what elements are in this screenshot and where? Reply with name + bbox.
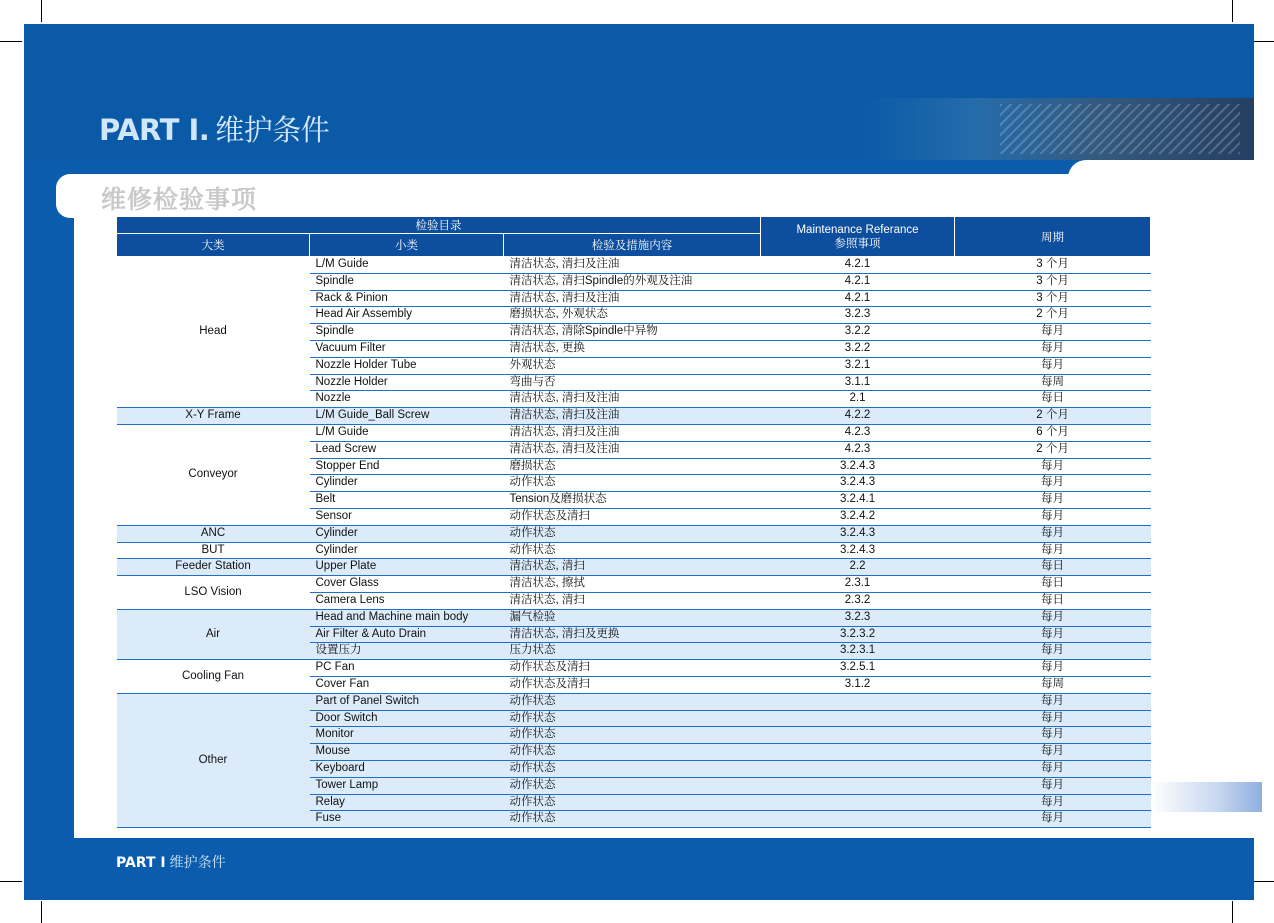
table-row <box>117 424 1151 441</box>
subcategory-cell: Cover Fan <box>310 676 504 693</box>
category-cell: LSO Vision <box>117 576 310 610</box>
table-row <box>117 576 1151 593</box>
subcategory-cell: Sensor <box>310 508 504 525</box>
content-cell: 清洁状态, 清扫及注油 <box>504 391 761 408</box>
period-cell: 每月 <box>955 475 1151 492</box>
reference-cell <box>761 794 955 811</box>
footer-label <box>116 852 226 872</box>
content-cell: 清洁状态, 更换 <box>504 340 761 357</box>
category-cell: Head <box>117 257 310 408</box>
period-cell: 每月 <box>955 794 1151 811</box>
footer-part-label: PART I <box>116 855 166 871</box>
period-cell: 每月 <box>955 660 1151 677</box>
reference-cell <box>761 693 955 710</box>
table-body <box>117 257 1151 828</box>
section-title: 维修检验事项 <box>101 185 258 214</box>
period-cell: 每月 <box>955 324 1151 341</box>
period-cell: 每日 <box>955 576 1151 593</box>
content-cell: 动作状态 <box>504 525 761 542</box>
crop-mark <box>0 41 22 42</box>
subcategory-cell: Belt <box>310 492 504 509</box>
content-cell: 压力状态 <box>504 643 761 660</box>
period-cell: 每月 <box>955 710 1151 727</box>
period-cell: 每周 <box>955 676 1151 693</box>
period-cell: 每月 <box>955 357 1151 374</box>
content-cell: 外观状态 <box>504 357 761 374</box>
period-cell: 每月 <box>955 609 1151 626</box>
period-cell: 每月 <box>955 643 1151 660</box>
subcategory-cell: Nozzle <box>310 391 504 408</box>
reference-cell: 3.2.4.1 <box>761 492 955 509</box>
reference-cell: 3.2.3.2 <box>761 626 955 643</box>
category-cell: Feeder Station <box>117 559 310 576</box>
subcategory-cell: Cylinder <box>310 542 504 559</box>
circuit-board-image <box>860 98 1254 160</box>
period-cell: 每月 <box>955 777 1151 794</box>
content-cell: 动作状态 <box>504 811 761 828</box>
subcategory-cell: Nozzle Holder <box>310 374 504 391</box>
content-cell: 动作状态 <box>504 727 761 744</box>
period-cell: 每月 <box>955 525 1151 542</box>
subcategory-cell: Vacuum Filter <box>310 340 504 357</box>
crop-mark <box>41 0 42 22</box>
content-cell: 清洁状态, 清扫及更换 <box>504 626 761 643</box>
subcategory-cell: Relay <box>310 794 504 811</box>
content-cell: 清洁状态, 清扫Spindle的外观及注油 <box>504 273 761 290</box>
table-row <box>117 408 1151 425</box>
reference-cell: 4.2.1 <box>761 290 955 307</box>
category-cell: Cooling Fan <box>117 660 310 694</box>
reference-cell <box>761 744 955 761</box>
reference-cell: 4.2.1 <box>761 273 955 290</box>
crop-mark <box>1252 881 1274 882</box>
category-cell: Conveyor <box>117 424 310 525</box>
subcategory-cell: Part of Panel Switch <box>310 693 504 710</box>
reference-cell: 3.2.4.3 <box>761 525 955 542</box>
content-cell: Tension及磨损状态 <box>504 492 761 509</box>
table-row <box>117 257 1151 274</box>
crop-mark <box>41 901 42 923</box>
table-row <box>117 660 1151 677</box>
period-cell: 3 个月 <box>955 257 1151 274</box>
reference-cell <box>761 727 955 744</box>
reference-cell: 3.2.4.2 <box>761 508 955 525</box>
footer-part-title: 维护条件 <box>169 855 226 871</box>
reference-cell: 4.2.1 <box>761 257 955 274</box>
subcategory-cell: Stopper End <box>310 458 504 475</box>
content-cell: 清洁状态, 清扫及注油 <box>504 441 761 458</box>
content-cell: 动作状态 <box>504 744 761 761</box>
period-cell: 每月 <box>955 760 1151 777</box>
reference-cell: 3.2.3 <box>761 307 955 324</box>
subcategory-header: 小类 <box>310 234 504 257</box>
content-cell: 动作状态 <box>504 542 761 559</box>
reference-cell <box>761 760 955 777</box>
reference-cell: 3.1.1 <box>761 374 955 391</box>
period-cell: 每月 <box>955 727 1151 744</box>
category-header: 大类 <box>117 234 310 257</box>
content-cell: 磨损状态 <box>504 458 761 475</box>
subcategory-cell: Keyboard <box>310 760 504 777</box>
content-cell: 动作状态 <box>504 475 761 492</box>
subcategory-cell: Cover Glass <box>310 576 504 593</box>
subcategory-cell: Door Switch <box>310 710 504 727</box>
crop-mark <box>1232 0 1233 22</box>
subcategory-cell: Mouse <box>310 744 504 761</box>
period-cell: 每月 <box>955 542 1151 559</box>
subcategory-cell: 设置压力 <box>310 643 504 660</box>
table-row <box>117 609 1151 626</box>
reference-cell: 4.2.3 <box>761 441 955 458</box>
content-cell: 动作状态 <box>504 777 761 794</box>
check-list-header: 检验目录 <box>117 217 761 234</box>
reference-cell: 3.1.2 <box>761 676 955 693</box>
reference-cell: 3.2.4.3 <box>761 542 955 559</box>
page-title <box>99 108 329 149</box>
content-header: 检验及措施内容 <box>504 234 761 257</box>
table-row <box>117 525 1151 542</box>
reference-cell: 2.1 <box>761 391 955 408</box>
category-cell: BUT <box>117 542 310 559</box>
period-cell: 每日 <box>955 391 1151 408</box>
period-cell: 每月 <box>955 340 1151 357</box>
crop-mark <box>0 881 22 882</box>
reference-cell: 3.2.4.3 <box>761 475 955 492</box>
reference-cell: 4.2.2 <box>761 408 955 425</box>
period-cell: 每月 <box>955 626 1151 643</box>
content-cell: 动作状态及清扫 <box>504 508 761 525</box>
subcategory-cell: Head and Machine main body <box>310 609 504 626</box>
subcategory-cell: Cylinder <box>310 475 504 492</box>
category-cell: ANC <box>117 525 310 542</box>
subcategory-cell: Tower Lamp <box>310 777 504 794</box>
period-cell: 2 个月 <box>955 307 1151 324</box>
reference-cell: 3.2.3 <box>761 609 955 626</box>
reference-cell <box>761 710 955 727</box>
period-cell: 每月 <box>955 811 1151 828</box>
period-cell: 每月 <box>955 693 1151 710</box>
crop-mark <box>1232 901 1233 923</box>
content-cell: 动作状态及清扫 <box>504 676 761 693</box>
reference-cell: 3.2.2 <box>761 340 955 357</box>
content-cell: 清洁状态, 擦拭 <box>504 576 761 593</box>
period-cell: 每日 <box>955 559 1151 576</box>
period-cell: 3 个月 <box>955 273 1151 290</box>
subcategory-cell: Camera Lens <box>310 592 504 609</box>
period-cell: 每日 <box>955 592 1151 609</box>
content-cell: 磨损状态, 外观状态 <box>504 307 761 324</box>
subcategory-cell: Head Air Assembly <box>310 307 504 324</box>
subcategory-cell: Nozzle Holder Tube <box>310 357 504 374</box>
content-cell: 清洁状态, 清扫 <box>504 592 761 609</box>
content-cell: 清洁状态, 清扫及注油 <box>504 408 761 425</box>
subcategory-cell: Fuse <box>310 811 504 828</box>
content-cell: 弯曲与否 <box>504 374 761 391</box>
reference-cell <box>761 777 955 794</box>
table-row <box>117 542 1151 559</box>
content-cell: 动作状态 <box>504 794 761 811</box>
reference-cell: 2.3.1 <box>761 576 955 593</box>
reference-cell: 2.2 <box>761 559 955 576</box>
reference-cell <box>761 811 955 828</box>
reference-cell: 4.2.3 <box>761 424 955 441</box>
content-cell: 动作状态 <box>504 710 761 727</box>
subcategory-cell: Spindle <box>310 324 504 341</box>
content-cell: 清洁状态, 清扫及注油 <box>504 424 761 441</box>
period-cell: 每周 <box>955 374 1151 391</box>
table-row <box>117 559 1151 576</box>
content-cell: 清洁状态, 清扫及注油 <box>504 257 761 274</box>
category-cell: Air <box>117 609 310 659</box>
content-cell: 清洁状态, 清扫及注油 <box>504 290 761 307</box>
reference-cell: 2.3.2 <box>761 592 955 609</box>
period-cell: 每月 <box>955 508 1151 525</box>
subcategory-cell: PC Fan <box>310 660 504 677</box>
content-cell: 动作状态 <box>504 760 761 777</box>
content-cell: 漏气检验 <box>504 609 761 626</box>
subcategory-cell: Monitor <box>310 727 504 744</box>
period-cell: 2 个月 <box>955 408 1151 425</box>
part-label: PART I. <box>99 113 210 147</box>
subcategory-cell: L/M Guide <box>310 424 504 441</box>
subcategory-cell: Rack & Pinion <box>310 290 504 307</box>
subcategory-cell: L/M Guide <box>310 257 504 274</box>
reference-cell: 3.2.3.1 <box>761 643 955 660</box>
page-tab-gradient <box>1150 782 1262 812</box>
category-cell: X-Y Frame <box>117 408 310 425</box>
period-cell: 3 个月 <box>955 290 1151 307</box>
reference-cell: 3.2.2 <box>761 324 955 341</box>
subcategory-cell: Spindle <box>310 273 504 290</box>
content-cell: 清洁状态, 清扫 <box>504 559 761 576</box>
subcategory-cell: Cylinder <box>310 525 504 542</box>
subcategory-cell: Lead Screw <box>310 441 504 458</box>
period-header: 周期 <box>955 217 1151 257</box>
period-cell: 2 个月 <box>955 441 1151 458</box>
category-cell: Other <box>117 693 310 827</box>
subcategory-cell: Air Filter & Auto Drain <box>310 626 504 643</box>
maintenance-table <box>116 216 1151 828</box>
subcategory-cell: L/M Guide_Ball Screw <box>310 408 504 425</box>
subcategory-cell: Upper Plate <box>310 559 504 576</box>
table-row <box>117 693 1151 710</box>
crop-mark <box>1252 41 1274 42</box>
content-cell: 动作状态 <box>504 693 761 710</box>
content-cell: 清洁状态, 清除Spindle中异物 <box>504 324 761 341</box>
reference-header: Maintenance Referance 参照事项 <box>761 217 955 257</box>
period-cell: 每月 <box>955 492 1151 509</box>
period-cell: 每月 <box>955 744 1151 761</box>
reference-cell: 3.2.1 <box>761 357 955 374</box>
reference-cell: 3.2.4.3 <box>761 458 955 475</box>
period-cell: 6 个月 <box>955 424 1151 441</box>
reference-cell: 3.2.5.1 <box>761 660 955 677</box>
part-title-text: 维护条件 <box>215 113 330 147</box>
period-cell: 每月 <box>955 458 1151 475</box>
content-cell: 动作状态及清扫 <box>504 660 761 677</box>
